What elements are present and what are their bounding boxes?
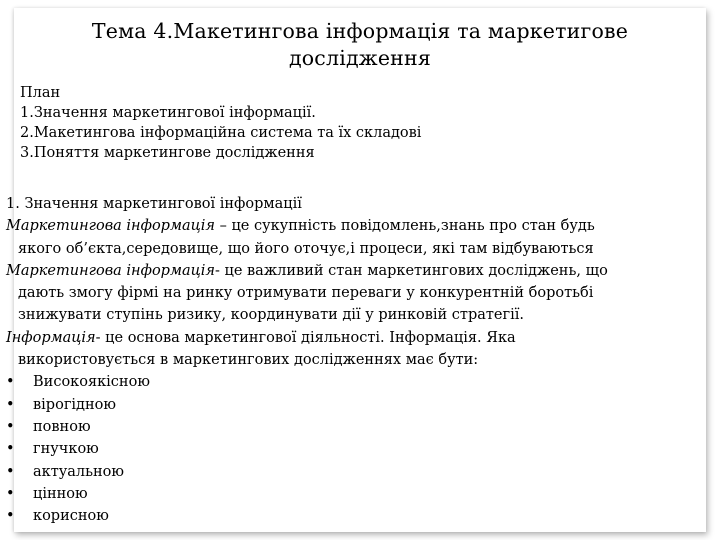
paragraph-1-text: – це сукупність повідомлень,знань про стан будь	[214, 218, 595, 235]
term-information: Інформація	[6, 329, 96, 346]
bullet-icon: •	[6, 485, 15, 502]
list-item-text: повною	[33, 418, 91, 435]
list-item	[6, 461, 696, 483]
list-item	[6, 416, 696, 438]
paragraph-1-line-2: якого об’єкта,середовище, що його оточує,і процеси, які там відбуваються	[18, 240, 594, 257]
list-item-text: актуальною	[33, 463, 125, 480]
list-item	[6, 483, 696, 505]
plan-heading: План	[20, 85, 61, 101]
list-item-text: вірогідною	[33, 396, 116, 413]
paragraph-3-line-1	[6, 327, 696, 349]
list-item	[6, 505, 696, 527]
paragraph-2-text: - це важливий стан маркетингових досліджень, що	[214, 262, 608, 279]
term-marketing-information: Маркетингова інформація	[6, 218, 215, 235]
paragraph-2-line-2: дають змогу фірмі на ринку отримувати переваги у конкурентній боротьбі	[18, 285, 594, 302]
bullet-icon: •	[6, 374, 15, 391]
paragraph-3-text: - це основа маркетингової діяльності. Інформація. Яка	[95, 329, 516, 346]
term-marketing-information: Маркетингова інформація	[6, 262, 215, 279]
list-item	[6, 371, 696, 393]
plan-item-3: 3.Поняття маркетингове дослідження	[20, 145, 315, 161]
list-item	[6, 394, 696, 416]
paragraph-1-line-1	[6, 215, 696, 237]
list-item-text: корисною	[33, 508, 109, 525]
list-item-text: гнучкою	[33, 441, 99, 458]
paragraph-2-line-1	[6, 260, 696, 282]
slide-title	[0, 18, 720, 72]
body-text	[6, 193, 696, 527]
title-line-2: дослідження	[288, 46, 432, 70]
section-heading: 1. Значення маркетингової інформації	[6, 196, 302, 212]
bullet-icon: •	[6, 396, 15, 413]
paragraph-3-line-2: використовується в маркетингових дослідженнях має бути:	[18, 352, 479, 369]
title-line-1: Тема 4.Макетингова інформація та маркетигове	[91, 19, 629, 43]
list-item-text: цінною	[33, 485, 88, 502]
plan-item-2: 2.Макетингова інформаційна система та їх складові	[20, 125, 422, 141]
bullet-icon: •	[6, 508, 15, 525]
list-item-text: Високоякісною	[33, 374, 150, 391]
bullet-icon: •	[6, 463, 15, 480]
plan-block	[20, 83, 421, 163]
bullet-icon: •	[6, 418, 15, 435]
paragraph-2-line-3: знижувати ступінь ризику, координувати дії у ринковій стратегії.	[18, 307, 524, 324]
plan-item-1: 1.Значення маркетингової інформації.	[20, 105, 316, 121]
list-item	[6, 438, 696, 460]
bullet-icon: •	[6, 441, 15, 458]
